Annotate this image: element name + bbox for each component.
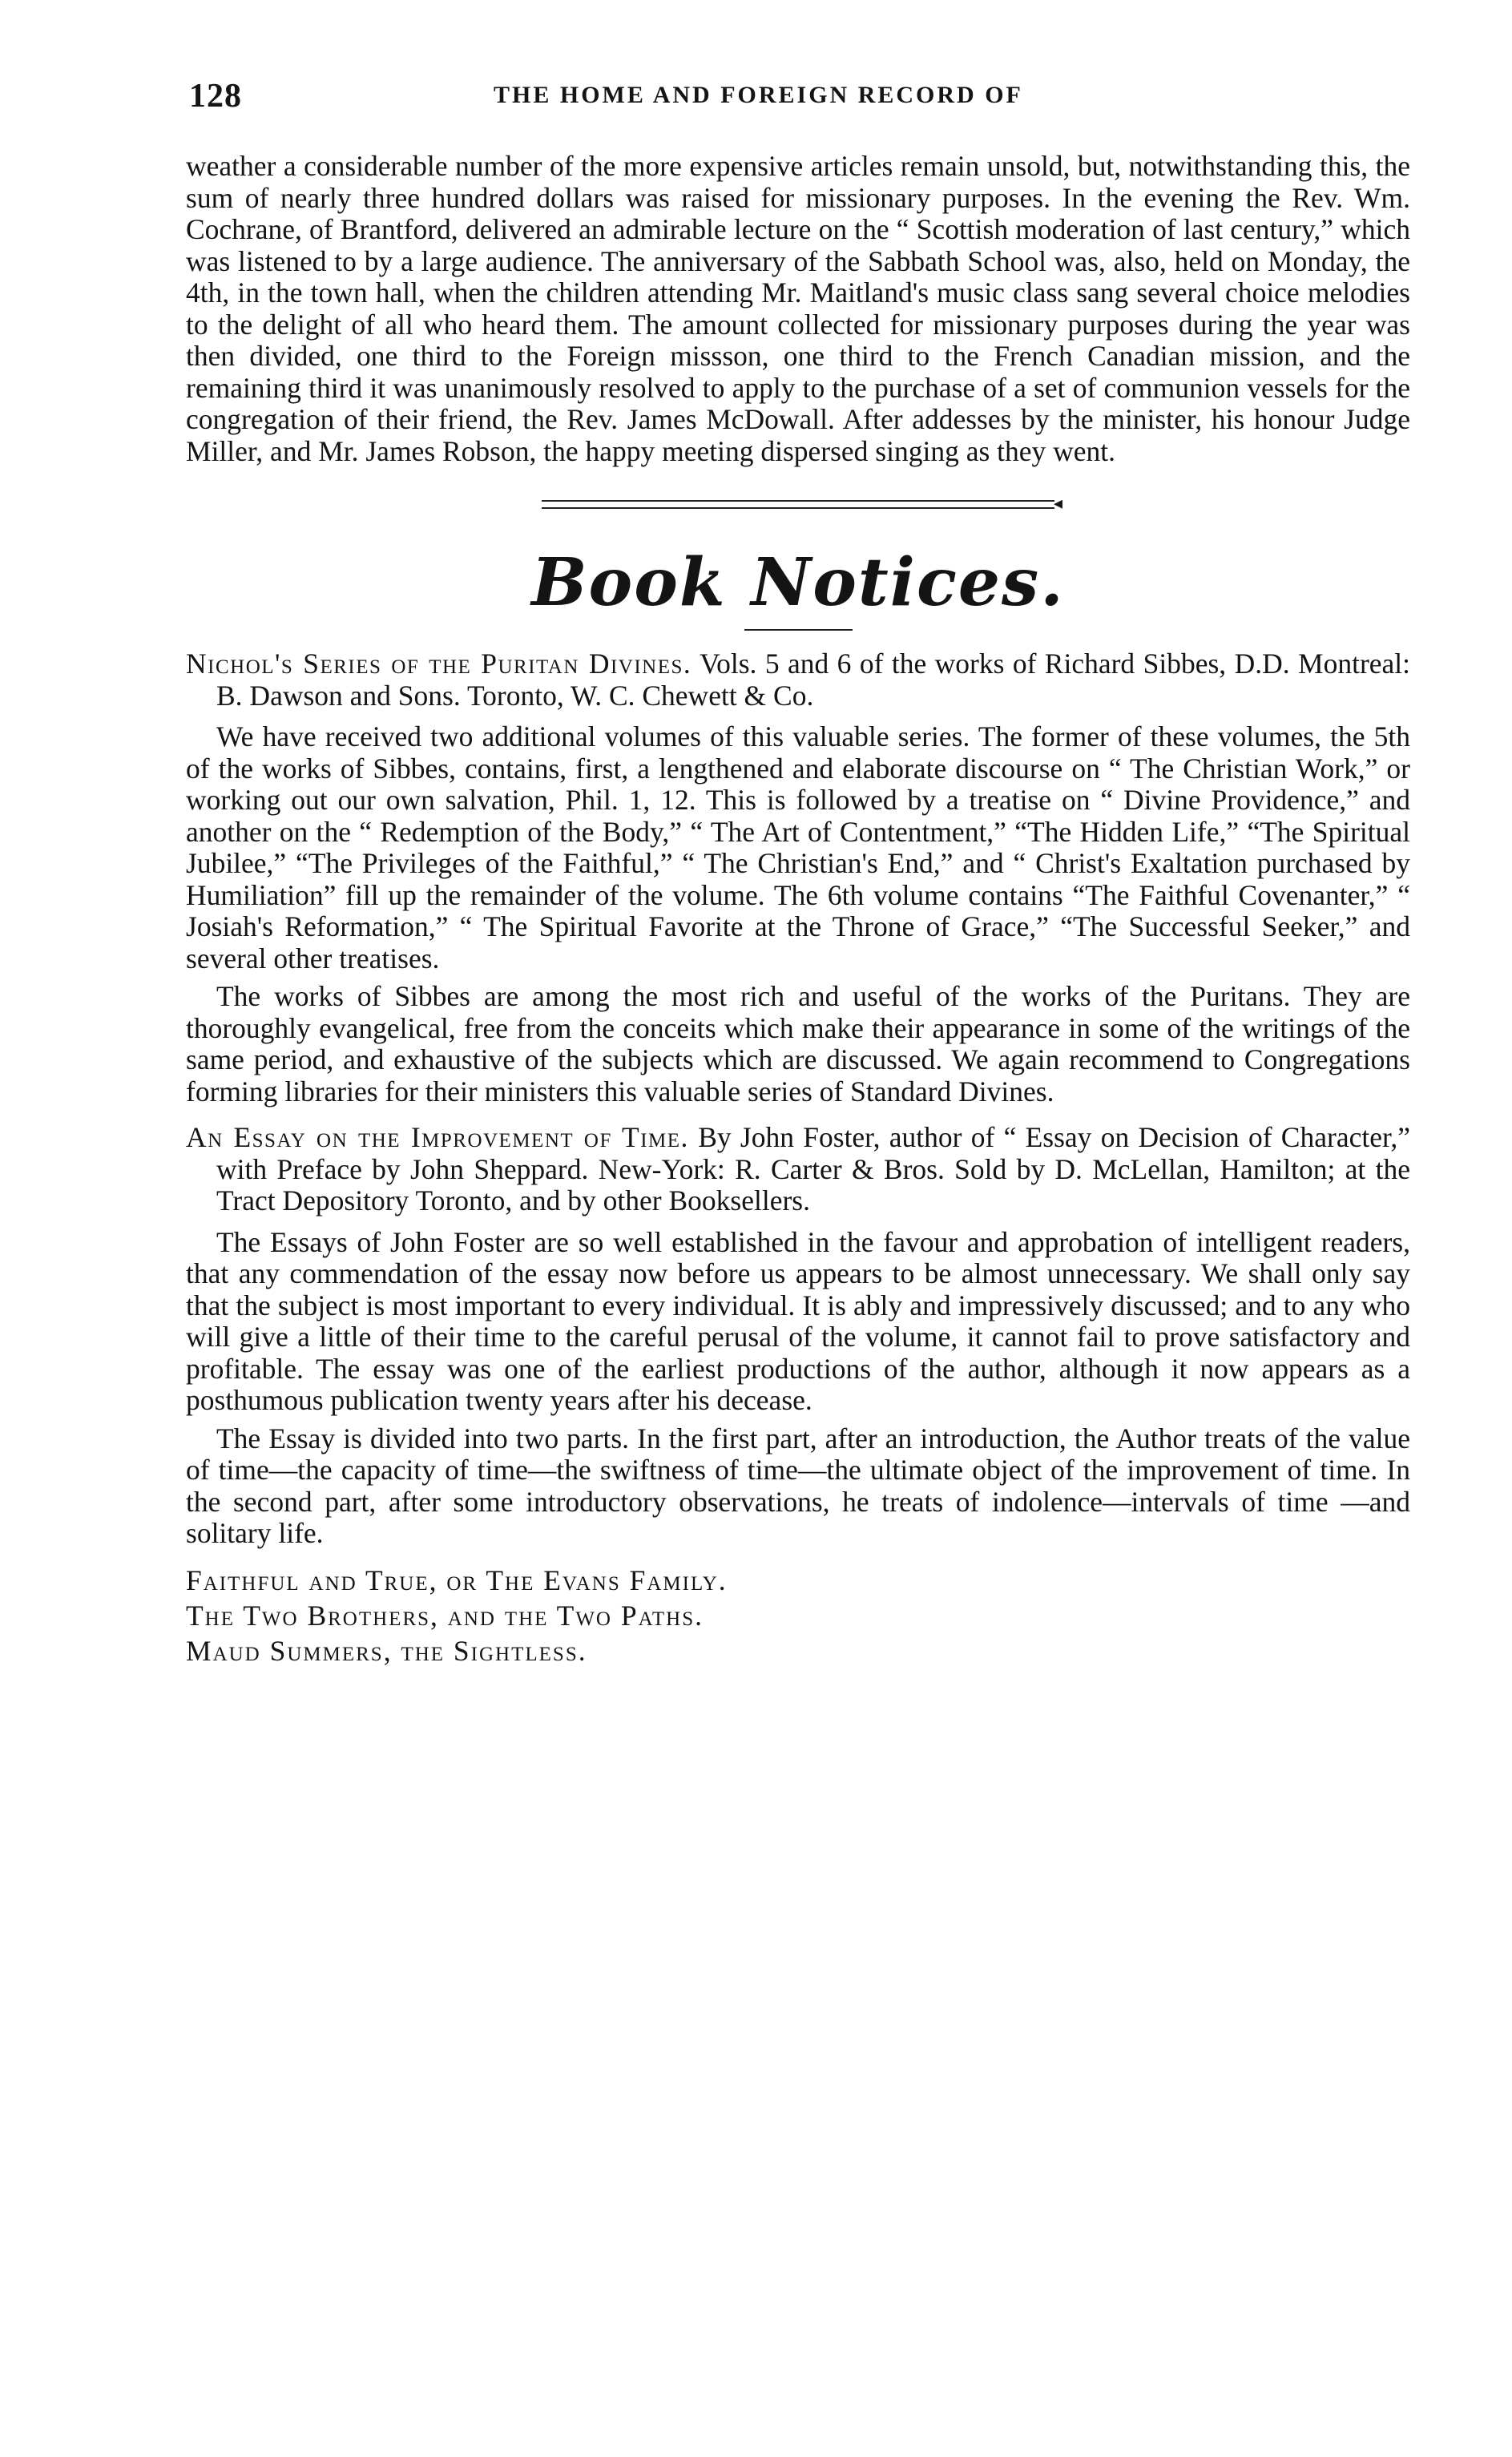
book-title-line: Faithful and True, or The Evans Family. [186,1563,728,1596]
book-notice-entry [186,1122,1410,1550]
page-number: 128 [189,78,242,115]
running-title: THE HOME AND FOREIGN RECORD OF [494,82,1023,108]
page-header [189,77,1407,125]
title-underline [744,629,853,631]
notice-paragraph: The Essays of John Foster are so well established in the favour and approbation of intelligent readers, that any commendation of the essay now before us appears to be almost unnecessary. We shall only say that the subject is most important to every individual. It is ably and impressively discussed; and to any who will give a little of their time to the careful perusal of the volume, it cannot fail to prove satisfactory and profitable. The essay was one of the earliest productions of the author, although it now appears as a posthumous publication twenty years after his decease. [186,1225,1410,1416]
section-divider [186,493,1410,515]
notice-paragraph: We have received two additional volumes of this valuable series. The former of these volumes, the 5th of the works of Sibbes, contains, first, a lengthened and elaborate discourse on “ The Christian Work,” or working out our own salvation, Phil. 1, 12. This is followed by a treatise on “ Divine Providence,” and another on the “ Redemption of the Body,” “ The Art of Contentment,” “The Hidden Life,” “The Spiritual Jubilee,” “The Privileges of the Faithful,” “ The Christian's End,” and “ Christ's Exaltation purchased by Humiliation” fill up the remainder of the volume. The 6th volume contains “The Faithful Covenanter,” “ Josiah's Reformation,” “ The Spiritual Favorite at the Throne of Grace,” “The Successful Seeker,” and several other treatises. [186,720,1410,974]
book-title-line: The Two Brothers, and the Two Paths. [186,1599,704,1632]
page-body [186,151,1410,1668]
notice-details: By John Foster, author of “ Essay on Decision of Character,” with Preface by John Sheppard. New-York: R. Carter & Bros. Sold by D. McLellan, Hamilton; at the Tract Depository Toronto, and by other Booksellers. [216,1121,1410,1216]
book-title-line: Maud Summers, the Sightless. [186,1634,587,1667]
notice-details: Vols. 5 and 6 of the works of Richard Sibbes, D.D. Montreal: B. Dawson and Sons. Toronto, W. C. Chewett & Co. [216,648,1411,712]
notice-paragraph: The works of Sibbes are among the most rich and useful of the works of the Puritans. They are thoroughly evangelical, free from the conceits which make their appearance in some of the writings of the same period, and exhaustive of the subjects which are discussed. We again recommend to Congregations forming libraries for their ministers this valuable series of Standard Divines. [186,980,1410,1107]
double-rule: ◂ [542,500,1054,509]
intro-paragraph: weather a considerable number of the more expensive articles remain unsold, but, notwithstanding this, the sum of nearly three hundred dollars was raised for missionary purposes. In the evening the Rev. Wm. Cochrane, of Brantford, delivered an admirable lecture on the “ Scottish moderation of last century,” which was listened to by a large audience. The anniversary of the Sabbath School was, also, held on Monday, the 4th, in the town hall, when the children attending Mr. Maitland's music class sang several choice melodies to the delight of all who heard them. The amount collected for missionary purposes during the year was then divided, one third to the Foreign missson, one third to the French Canadian mission, and the remaining third it was unanimously resolved to apply to the purchase of a set of communion vessels for the congregation of their friend, the Rev. James McDowall. After addesses by the minister, his honour Judge Miller, and Mr. James Robson, the happy meeting dispersed singing as they went. [186,150,1410,467]
notice-paragraph: The Essay is divided into two parts. In the first part, after an introduction, the Author treats of the value of time—the capacity of time—the swiftness of time—the ultimate object of the improvement of time. In the second part, after some introductory observations, he treats of indolence—intervals of time —and solitary life. [186,1422,1410,1549]
section-title: Book Notices. [531,544,1065,621]
notice-heading [186,648,1410,712]
notice-title: An Essay on the Improvement of Time. [186,1121,689,1153]
book-notice-entry [186,648,1410,1107]
notice-heading [186,1122,1410,1217]
notice-title: Nichol's Series of the Puritan Divines. [186,648,692,680]
